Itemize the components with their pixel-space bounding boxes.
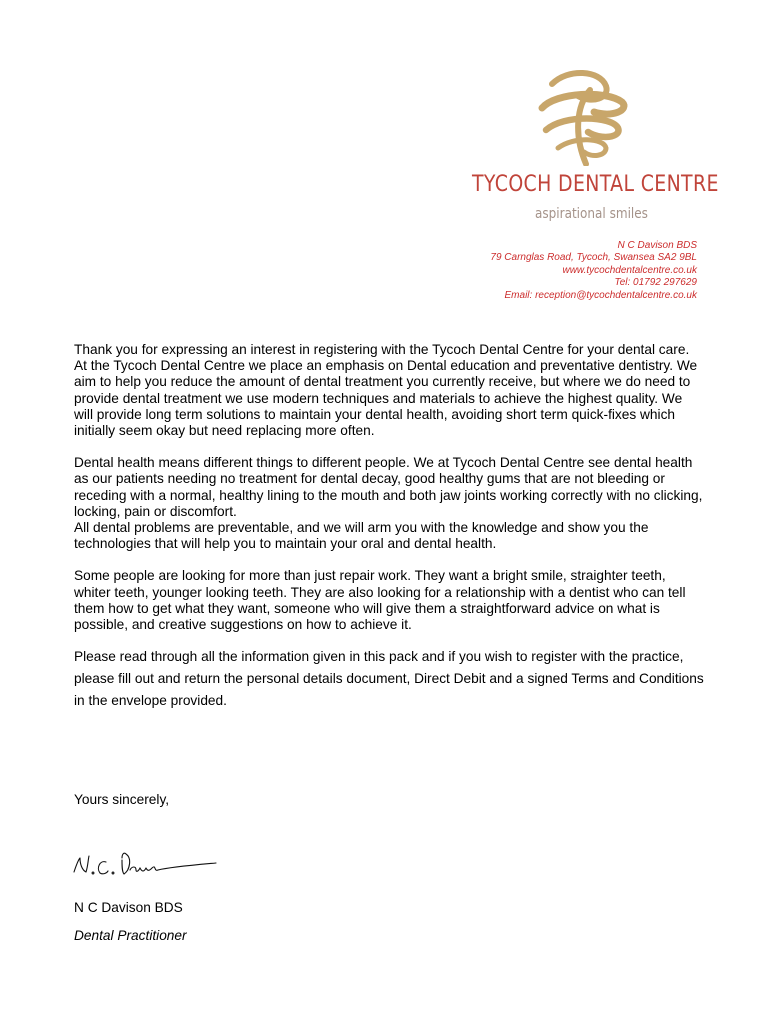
contact-email: Email: reception@tycochdentalcentre.co.uk [504, 289, 697, 301]
signatory-role: Dental Practitioner [74, 928, 187, 943]
paragraph-2: Dental health means different things to different people. We at Tycoch Dental Centre see dental health as our patients needing no treatment for dental decay, good healthy gums that are not bleeding or receding with a normal, healthy lining to the mouth and both jaw joints working correctly with no clicking, locking, pain or discomfort. All dental problems are preventable, and we will arm you with the knowledge and show you the technologies that will help you to maintain your oral and dental health. [74, 455, 703, 552]
contact-address: 79 Carnglas Road, Tycoch, Swansea SA2 9BL [490, 252, 697, 264]
brand-name: TYCOCH DENTAL CENTRE [472, 172, 719, 197]
paragraph-3: Some people are looking for more than just repair work. They want a bright smile, straighter teeth, whiter teeth, younger looking teeth. They are also looking for a relationship with a dentist who can tell them how to get what they want, someone who will give them a straightforward advice on what is possible, and creative suggestions on how to achieve it. [74, 568, 686, 633]
closing: Yours sincerely, [74, 792, 170, 807]
contact-name: N C Davison BDS [617, 240, 697, 251]
letter-body [74, 342, 704, 728]
contact-website: www.tycochdentalcentre.co.uk [562, 264, 697, 276]
paragraph-4: Please read through all the information given in this pack and if you wish to register with the practice, please fill out and return the personal details document, Direct Debit and a signed Terms and Conditions in the envelope provided. [74, 649, 704, 709]
contact-block [490, 240, 697, 302]
contact-tel: Tel: 01792 297629 [614, 277, 697, 289]
swirl-logo-icon [534, 66, 634, 166]
paragraph-1: Thank you for expressing an interest in registering with the Tycoch Dental Centre for your dental care. At the Tycoch Dental Centre we place an emphasis on Dental education and preventative dentistry. We aim to help you reduce the amount of dental treatment you currently receive, but where we do need to provide dental treatment we use modern techniques and materials to achieve the highest quality. We will provide long term solutions to maintain your dental health, avoiding short term quick-fixes which initially seem okay but need replacing more often. [74, 342, 698, 439]
handwritten-signature [70, 846, 220, 886]
signatory-name: N C Davison BDS [74, 900, 183, 915]
brand-tagline: aspirational smiles [535, 206, 648, 222]
